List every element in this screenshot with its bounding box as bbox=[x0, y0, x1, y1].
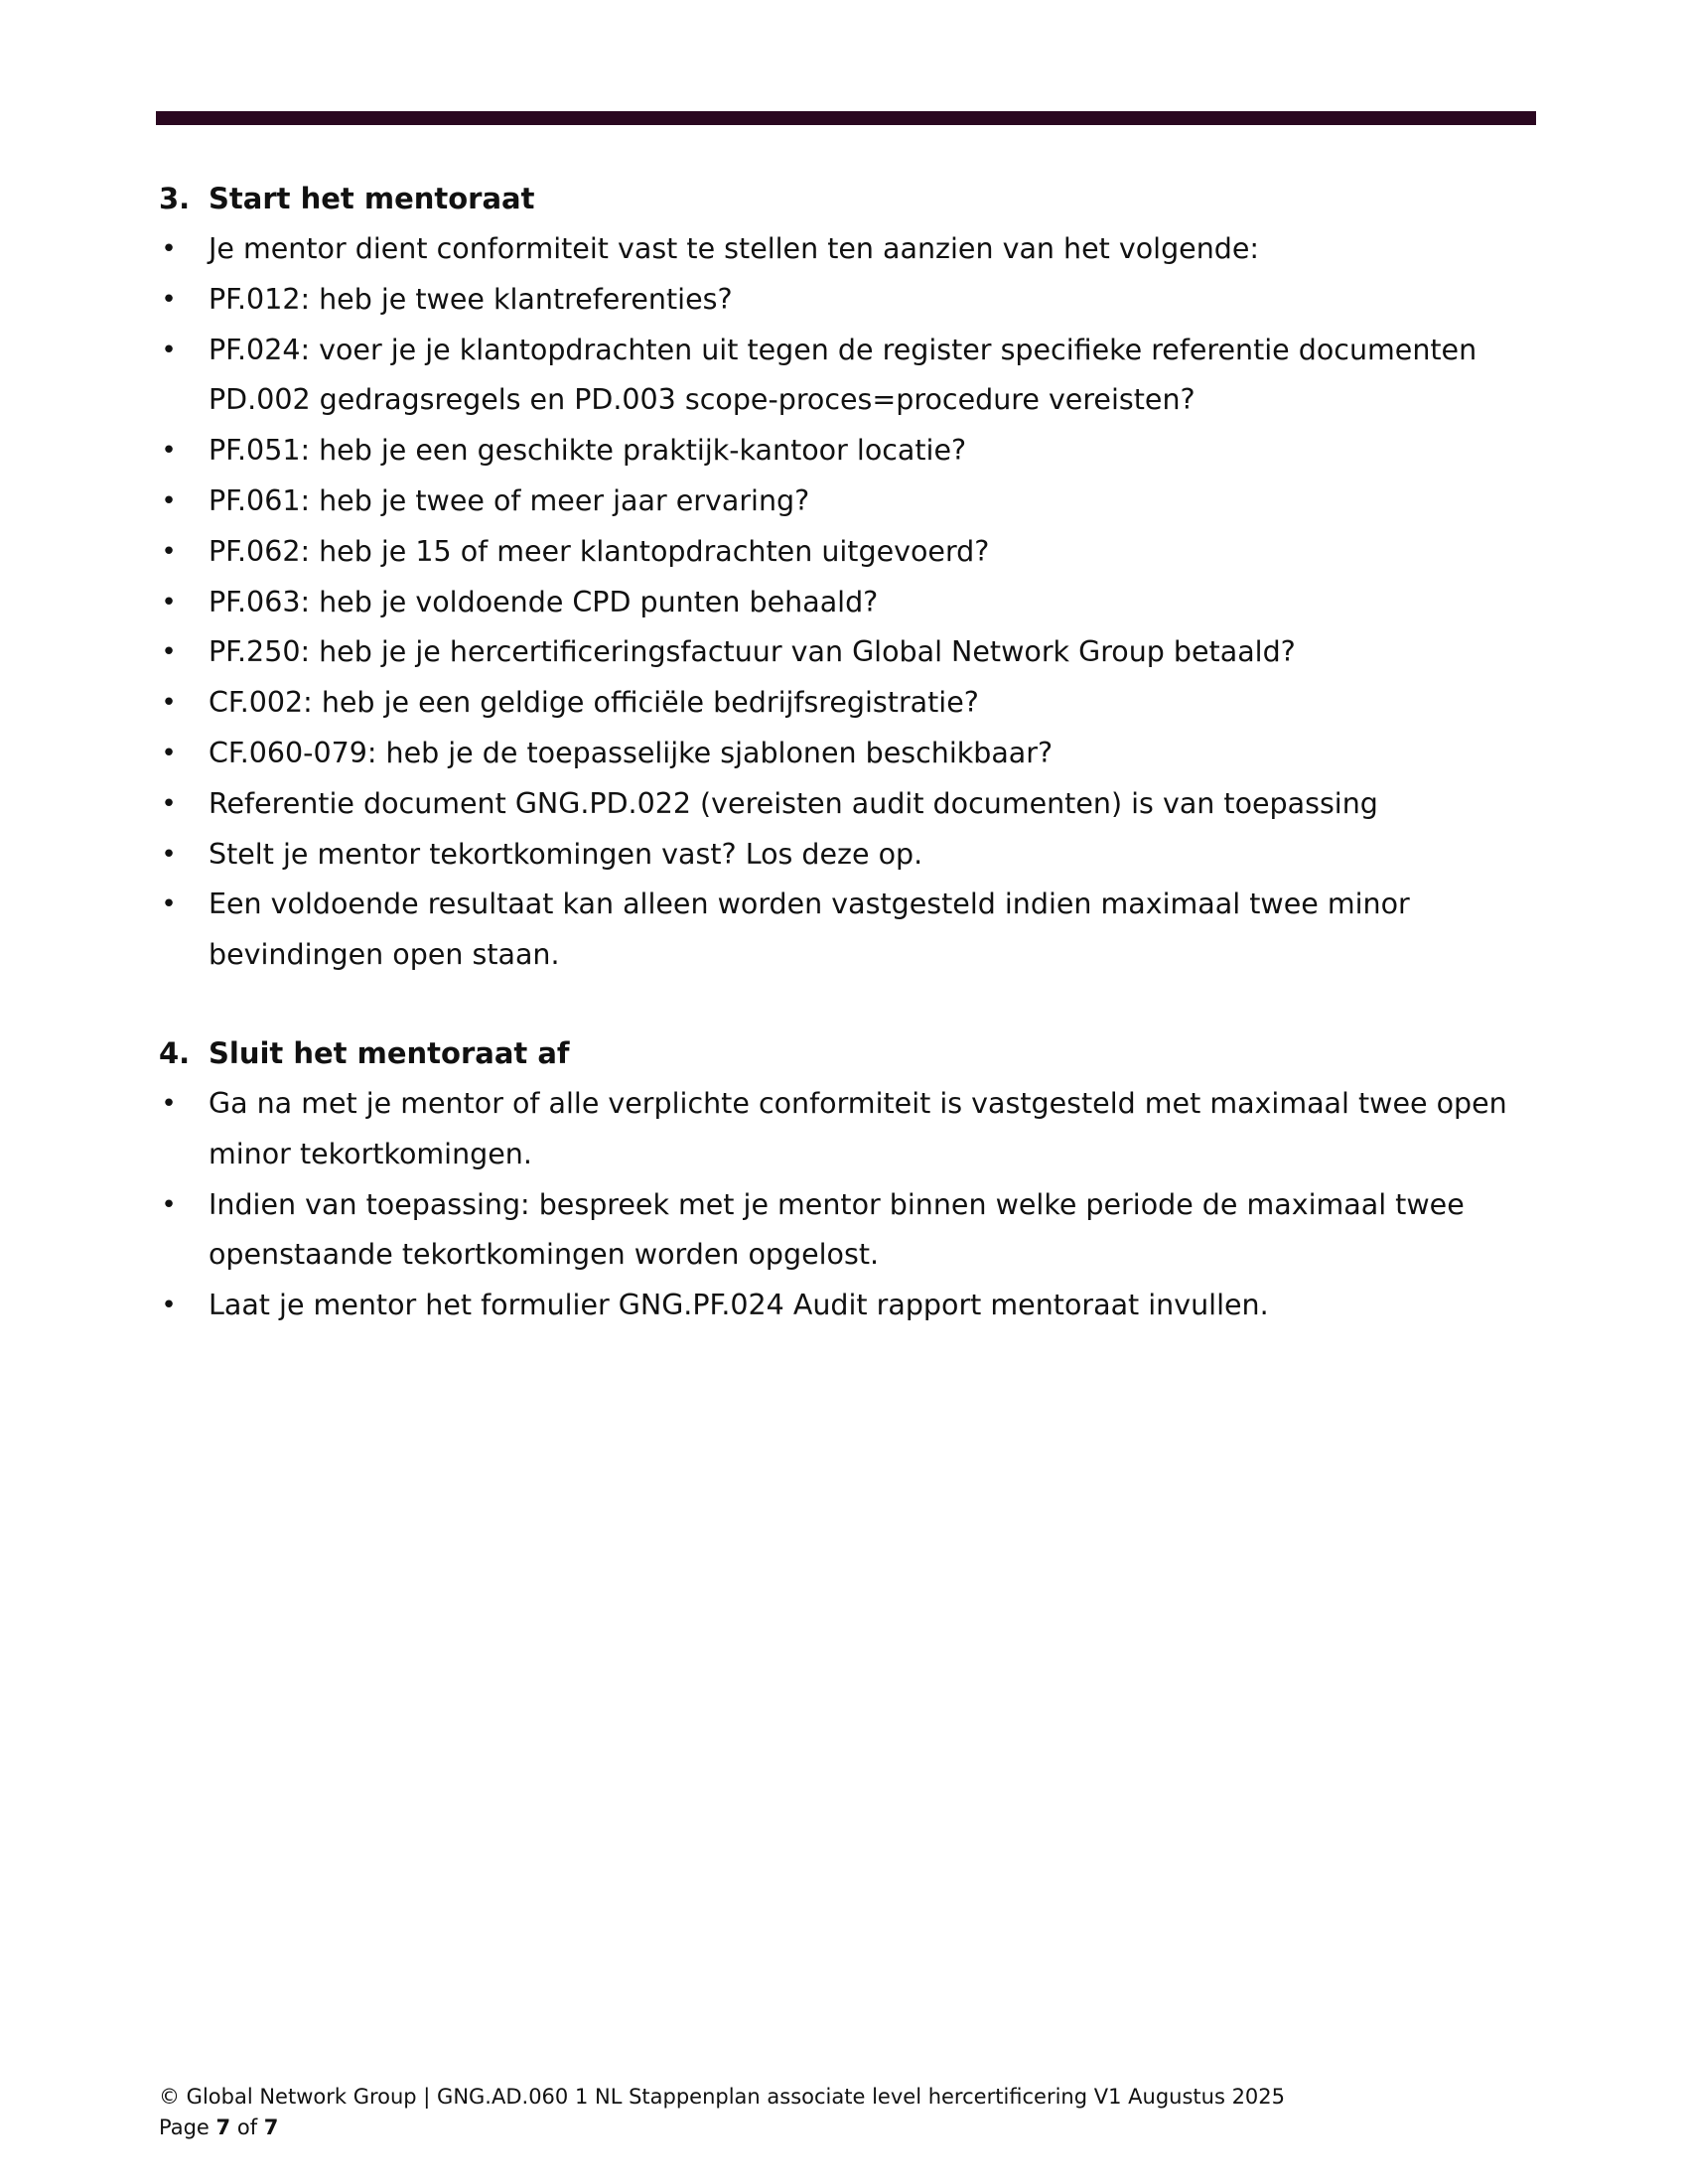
list-item: • CF.060-079: heb je de toepasselijke sjablonen beschikbaar? bbox=[159, 729, 1539, 779]
section-3-list bbox=[159, 224, 1539, 981]
bullet-icon: • bbox=[161, 284, 177, 315]
list-item: • Indien van toepassing: bespreek met je mentor binnen welke periode de maximaal twee openstaande tekortkomingen worden opgelost. bbox=[159, 1180, 1539, 1282]
page-footer bbox=[159, 2082, 1285, 2143]
bullet-icon: • bbox=[161, 839, 177, 870]
section-3-heading bbox=[159, 174, 1539, 224]
section-4-heading bbox=[159, 1028, 1539, 1079]
list-item: • PF.061: heb je twee of meer jaar ervaring? bbox=[159, 477, 1539, 527]
page-current: 7 bbox=[215, 2116, 231, 2139]
page-number bbox=[159, 2113, 1285, 2143]
bullet-icon: • bbox=[161, 889, 177, 920]
bullet-icon: • bbox=[161, 738, 177, 768]
section-3-title: Start het mentoraat bbox=[209, 182, 535, 215]
section-3-number: 3. bbox=[159, 182, 191, 215]
of-word: of bbox=[236, 2116, 258, 2139]
list-item: • PF.024: voer je je klantopdrachten uit tegen de register specifieke referentie documenten PD.002 gedragsregels en PD.003 scope-proces=procedure vereisten? bbox=[159, 326, 1539, 427]
header-rule bbox=[156, 111, 1536, 125]
bullet-icon: • bbox=[161, 1189, 177, 1220]
list-item: • PF.062: heb je 15 of meer klantopdrachten uitgevoerd? bbox=[159, 527, 1539, 578]
section-4-list bbox=[159, 1079, 1539, 1331]
section-4-title: Sluit het mentoraat af bbox=[209, 1035, 570, 1070]
bullet-icon: • bbox=[161, 587, 177, 617]
list-item: • PF.012: heb je twee klantreferenties? bbox=[159, 275, 1539, 326]
bullet-icon: • bbox=[161, 436, 177, 467]
bullet-icon: • bbox=[161, 485, 177, 516]
section-spacer bbox=[159, 981, 1539, 1028]
bullet-icon: • bbox=[161, 637, 177, 668]
list-item: • Je mentor dient conformiteit vast te stellen ten aanzien van het volgende: bbox=[159, 224, 1539, 275]
page-content bbox=[159, 174, 1539, 1331]
list-item: • Ga na met je mentor of alle verplichte conformiteit is vastgesteld met maximaal twee open minor tekortkomingen. bbox=[159, 1079, 1539, 1180]
bullet-icon: • bbox=[161, 1291, 177, 1321]
bullet-icon: • bbox=[161, 688, 177, 719]
bullet-icon: • bbox=[161, 536, 177, 567]
bullet-icon: • bbox=[161, 788, 177, 819]
list-item: • Een voldoende resultaat kan alleen worden vastgesteld indien maximaal twee minor bevindingen open staan. bbox=[159, 880, 1539, 981]
section-4-number: 4. bbox=[159, 1035, 191, 1070]
footer-copyright: © Global Network Group | GNG.AD.060 1 NL Stappenplan associate level hercertificering V1 Augustus 2025 bbox=[159, 2085, 1286, 2109]
list-item: • PF.250: heb je je hercertificeringsfactuur van Global Network Group betaald? bbox=[159, 627, 1539, 678]
bullet-icon: • bbox=[161, 335, 177, 365]
list-item: • CF.002: heb je een geldige officiële bedrijfsregistratie? bbox=[159, 678, 1539, 729]
list-item: • Laat je mentor het formulier GNG.PF.024 Audit rapport mentoraat invullen. bbox=[159, 1281, 1539, 1331]
list-item: • PF.063: heb je voldoende CPD punten behaald? bbox=[159, 578, 1539, 628]
list-item: • Referentie document GNG.PD.022 (vereisten audit documenten) is van toepassing bbox=[159, 779, 1539, 830]
page-total: 7 bbox=[263, 2116, 279, 2139]
page-word: Page bbox=[159, 2116, 210, 2139]
bullet-icon: • bbox=[161, 234, 177, 264]
list-item: • PF.051: heb je een geschikte praktijk-kantoor locatie? bbox=[159, 426, 1539, 477]
list-item: • Stelt je mentor tekortkomingen vast? Los deze op. bbox=[159, 830, 1539, 881]
bullet-icon: • bbox=[161, 1088, 177, 1119]
